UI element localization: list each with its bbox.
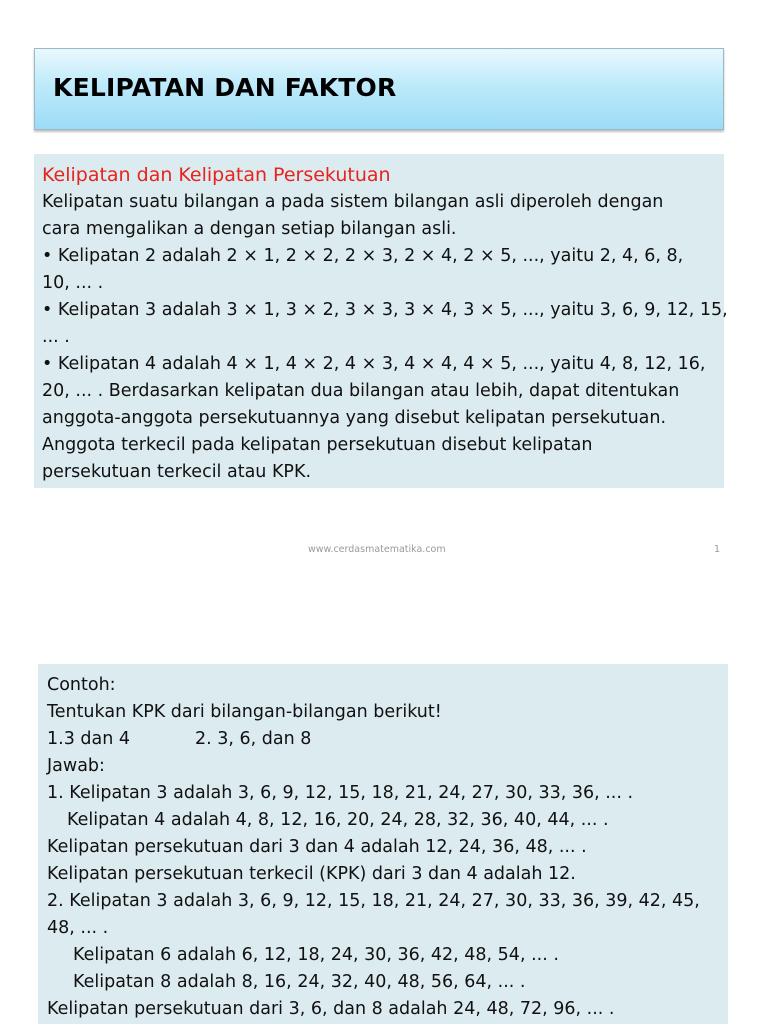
example-panel: [38, 664, 728, 1024]
answer-line: Kelipatan 6 adalah 6, 12, 18, 24, 30, 36, 42, 48, 54, ... .: [73, 945, 559, 965]
slide-title-box: [34, 48, 724, 130]
answer-line: Kelipatan persekutuan dari 3, 6, dan 8 adalah 24, 48, 72, 96, ... .: [47, 999, 615, 1019]
answer-label: Jawab:: [47, 756, 105, 776]
definition-line: Kelipatan suatu bilangan a pada sistem bilangan asli diperoleh dengan: [42, 192, 664, 212]
question-item-2: 2. 3, 6, dan 8: [195, 729, 312, 749]
question-line: Tentukan KPK dari bilangan-bilangan berikut!: [47, 702, 442, 722]
answer-line: Kelipatan 4 adalah 4, 8, 12, 16, 20, 24, 28, 32, 36, 40, 44, ... .: [67, 810, 609, 830]
answer-line: 2. Kelipatan 3 adalah 3, 6, 9, 12, 15, 18, 21, 24, 27, 30, 33, 36, 39, 42, 45,: [47, 891, 700, 911]
question-item-1: 1.3 dan 4: [47, 729, 131, 749]
footer-url: www.cerdasmatematika.com: [308, 544, 446, 555]
definition-line: cara mengalikan a dengan setiap bilangan asli.: [42, 219, 457, 239]
paragraph-line: persekutuan terkecil atau KPK.: [42, 462, 312, 482]
answer-line-continuation: 48, ... .: [47, 918, 109, 938]
question-items: [47, 726, 720, 753]
paragraph-line: Anggota terkecil pada kelipatan persekutuan disebut kelipatan: [42, 435, 593, 455]
bullet-line-continuation: ... .: [42, 327, 70, 347]
answer-line: Kelipatan persekutuan dari 3 dan 4 adalah 12, 24, 36, 48, ... .: [47, 837, 587, 857]
definition-panel: [34, 154, 728, 488]
bullet-line: • Kelipatan 2 adalah 2 × 1, 2 × 2, 2 × 3, 2 × 4, 2 × 5, ..., yaitu 2, 4, 6, 8,: [42, 246, 684, 266]
slide-title: KELIPATAN DAN FAKTOR: [53, 73, 397, 102]
example-label: Contoh:: [47, 675, 116, 695]
page-number: 1: [714, 544, 721, 555]
answer-line: Kelipatan persekutuan terkecil (KPK) dari 3 dan 4 adalah 12.: [47, 864, 576, 884]
paragraph-line: 20, ... . Berdasarkan kelipatan dua bilangan atau lebih, dapat ditentukan: [42, 381, 680, 401]
paragraph-line: anggota-anggota persekutuannya yang disebut kelipatan persekutuan.: [42, 408, 667, 428]
answer-line: 1. Kelipatan 3 adalah 3, 6, 9, 12, 15, 18, 21, 24, 27, 30, 33, 36, ... .: [47, 783, 634, 803]
bullet-line: • Kelipatan 4 adalah 4 × 1, 4 × 2, 4 × 3, 4 × 4, 4 × 5, ..., yaitu 4, 8, 12, 16,: [42, 354, 706, 374]
section-heading: Kelipatan dan Kelipatan Persekutuan: [42, 164, 391, 186]
bullet-line-continuation: 10, ... .: [42, 273, 104, 293]
answer-line: Kelipatan 8 adalah 8, 16, 24, 32, 40, 48, 56, 64, ... .: [73, 972, 526, 992]
bullet-line: • Kelipatan 3 adalah 3 × 1, 3 × 2, 3 × 3, 3 × 4, 3 × 5, ..., yaitu 3, 6, 9, 12, 15,: [42, 300, 728, 320]
